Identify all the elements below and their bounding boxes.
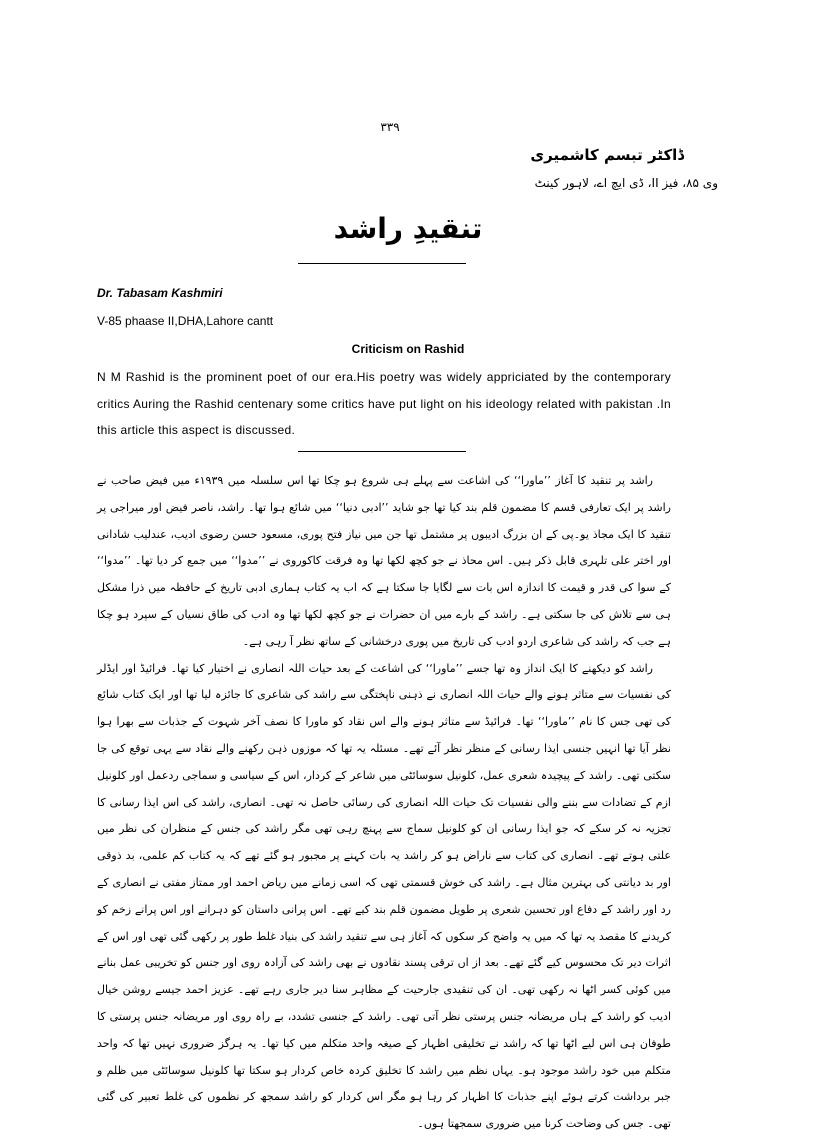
urdu-author-address: وی ۸۵، فیز II، ڈی ایچ اے، لاہور کینٹ (534, 176, 718, 190)
english-author-name: Dr. Tabasam Kashmiri (97, 286, 223, 300)
urdu-body-text (97, 468, 671, 1138)
english-abstract: N M Rashid is the prominent poet of our era.His poetry was widely appriciated by the contemporary critics Auring the Rashid centenary some critics have put light on his ideology related with pakistan .In this article this aspect is discussed. (97, 370, 671, 437)
abstract-divider (298, 451, 466, 452)
title-divider (298, 263, 466, 264)
urdu-article-title: تنقیدِ راشد (333, 212, 483, 245)
urdu-author-name: ڈاکٹر تبسم کاشمیری (530, 146, 684, 164)
english-author-address: V-85 phaase II,DHA,Lahore cantt (97, 314, 274, 328)
page-number: ۳۳۹ (380, 120, 400, 134)
body-paragraph-2: راشد کو دیکھنے کا ایک انداز وہ تھا جسے ’’ماورا‘‘ کی اشاعت کے بعد حیات اللہ انصاری نے اختیار کیا تھا۔ فرائیڈ اور ایڈلر کی نفسیات سے متاثر ہونے والے حیات اللہ انصاری نے ذہنی ناپختگی سے راشد کی شاعری کا جائزہ لیا تھا اور ایک کتاب شائع کی تھی جس کا نام ’’ماورا‘‘ تھا۔ فرائیڈ سے متاثر ہونے والے اس نقاد کو ماورا کا نصف آخر شہوت کے جذبات سے بھرا ہوا نظر آیا تھا انہیں جنسی ایذا رسانی کے منظر نظر آئے تھے۔ مسئلہ یہ تھا کہ موزوں ذہن رکھنے والے نقاد سے یہی توقع کی جا سکتی تھی۔ راشد کے پیچیدہ شعری عمل، کلونیل سوسائٹی میں شاعر کے کردار، اس کے سیاسی و سماجی ردعمل اور کلونیل ازم کے تضادات سے بننے والی نفسیات تک حیات اللہ انصاری کی رسائی حاصل نہ تھی۔ انصاری، راشد کی اس ایذا رسانی کا تجزیہ نہ کر سکے کہ جو ایذا رسانی ان کو کلونیل سماج سے پہنچ رہی تھی مگر راشد کی جنس کے منظران کی نظر میں علتی ہوتے تھے۔ انصاری کی کتاب سے ناراض ہو کر راشد یہ بات کہنے پر مجبور ہو گئے تھے کہ یہ کتاب کم علمی، بد ذوقی اور بد دیانتی کی بہترین مثال ہے۔ راشد کی خوش قسمتی تھی کہ اسی زمانے میں ریاض احمد اور ممتاز مفتی نے انصاری کے رد اور راشد کے دفاع اور تحسین شعری پر طویل مضمون قلم بند کیے تھے۔ اس پرانی داستان کو دہرانے اور اس پرانے زخم کو کریدنے کا مقصد یہ تھا کہ میں یہ واضح کر سکوں کہ آغاز ہی سے تنقید راشد کی بنیاد غلط طور پر رکھی گئی تھی اور اس کے اثرات دیر تک محسوس کیے گئے تھے۔ بعد از اں ترقی پسند نقادوں نے بھی راشد کی آزادہ روی اور جنس کو تخریبی عمل بنانے میں کوئی کسر اٹھا نہ رکھی تھی۔ ان کی تنقیدی جارحیت کے مظاہر سنا دیر جاری رہے تھے۔ عزیز احمد جیسے روشن خیال ادیب کو راشد کے ہاں مریضانہ جنس پرستی نظر آتی تھی۔ راشد کے جنسی تشدد، بے راہ روی اور مریضانہ جنس پرستی کا طوفان ہی اس لیے اٹھا تھا کہ راشد نے تخلیقی اظہار کے صیغہ واحد متکلم میں کیا تھا۔ یہ ہرگز ضروری نہیں تھا کہ واحد متکلم میں خود راشد موجود ہو۔ یہاں نظم میں راشد کا تخلیق کردہ خاص کردار ہو سکتا تھا کلونیل سوسائٹی میں ظلم و جبر برداشت کرتے ہوئے اپنے جذبات کا اظہار کر رہا ہو مگر اس کردار کو راشد سمجھ کر نظموں کی غلط تعبیر کی گئی تھی۔ جس کی وضاحت کرنا میں ضروری سمجھتا ہوں۔ (97, 661, 671, 1131)
english-article-title: Criticism on Rashid (351, 342, 465, 356)
body-paragraph-1: راشد پر تنقید کا آغاز ’’ماورا‘‘ کی اشاعت سے پہلے ہی شروع ہو چکا تھا اس سلسلہ میں ۱۹۳۹ء میں فیض صاحب نے راشد پر ایک تعارفی قسم کا مضمون قلم بند کیا تھا جو شاید ’’ادبی دنیا‘‘ میں شائع ہوا تھا۔ راشد، ناصر فیض اور میراجی پر تنقید کا ایک مجاذ یو۔پی کے ان بزرگ ادیبوں پر مشتمل تھا جن میں نیاز فتح پوری، مسعود حسن رضوی ادیب، عندلیب شادانی اور اختر علی تلہری قابل ذکر ہیں۔ اس محاذ نے جو کچھ لکھا تھا وہ فرقت کاکوروی نے ’’مدوا‘‘ میں جمع کر دیا تھا۔ ’’مدوا‘‘ کے سوا کی قدر و قیمت کا اندازہ اس بات سے لگایا جا سکتا ہے کہ اب یہ کتاب ہماری ادبی تاریخ کے حافظہ میں ذرا مشکل ہی سے تلاش کی جا سکتی ہے۔ راشد کے بارے میں ان حضرات نے جو کچھ لکھا تھا وہ ادب کی طاق نسیاں کے سپرد ہو چکا ہے جب کہ راشد کی شاعری اردو ادب کی تاریخ میں پوری درخشانی کے ساتھ نظر آ رہی ہے۔ (97, 474, 671, 648)
